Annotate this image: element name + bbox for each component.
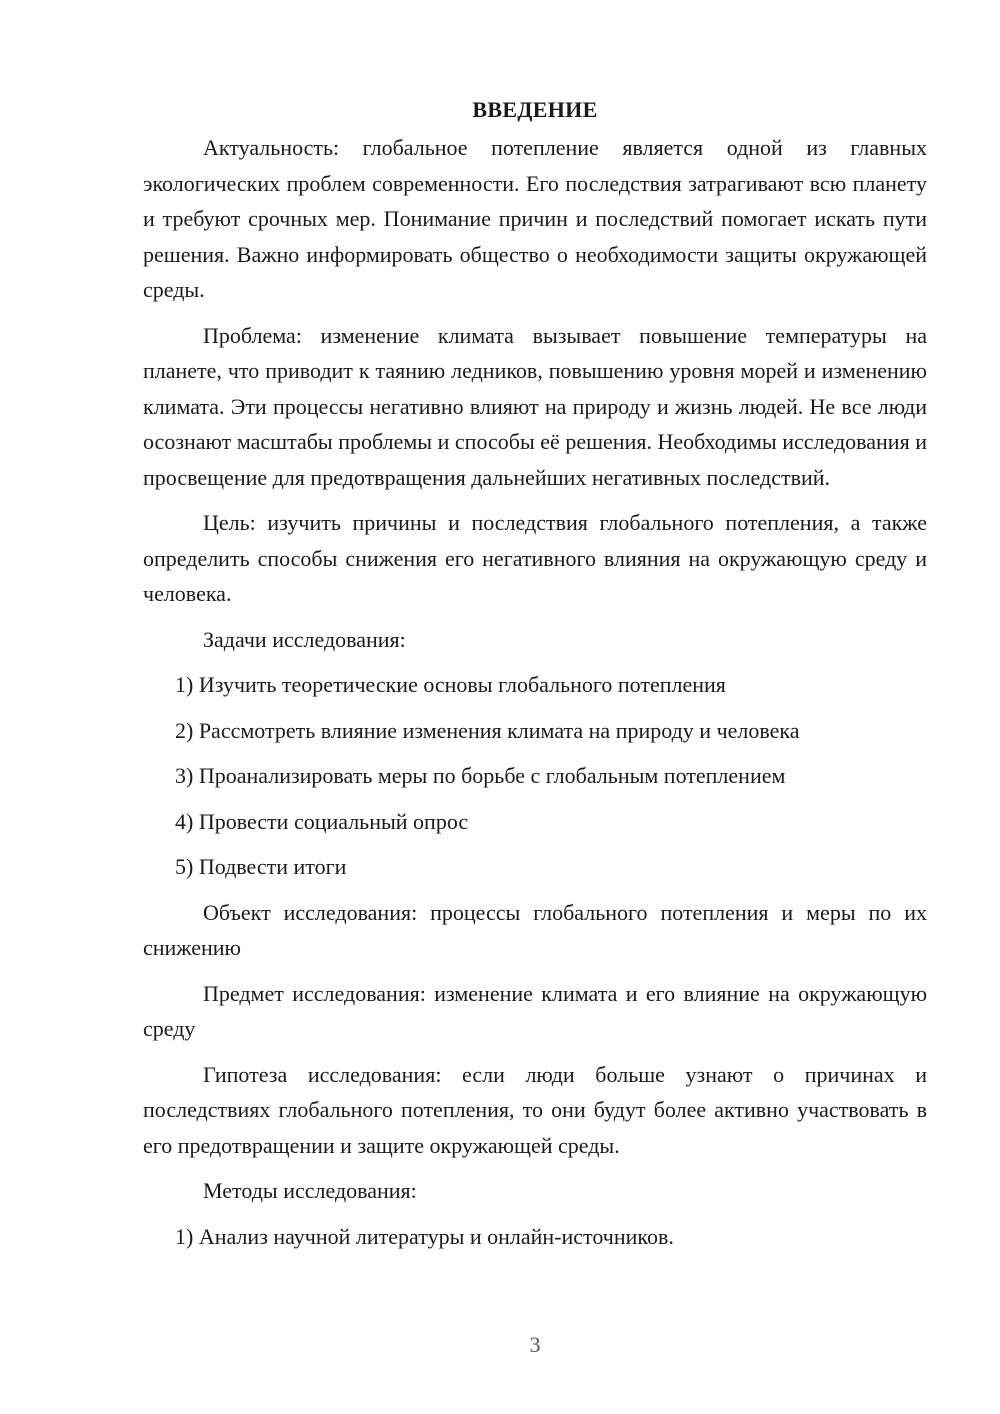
tasks-list bbox=[143, 667, 927, 885]
methods-label: Методы исследования: bbox=[203, 1178, 417, 1203]
tasks-label: Задачи исследования: bbox=[203, 626, 406, 652]
page-number: 3 bbox=[529, 1332, 541, 1357]
subject-paragraph: Предмет исследования: изменение климата и его влияние на окружающую среду bbox=[143, 980, 927, 1041]
methods-list bbox=[143, 1219, 927, 1255]
list-item: 4) Провести социальный опрос bbox=[175, 808, 469, 834]
goal-paragraph: Цель: изучить причины и последствия глобального потепления, а также определить способы снижения его негативного влияния на окружающую среду и человека. bbox=[143, 510, 927, 606]
section-heading: ВВЕДЕНИЕ bbox=[472, 97, 598, 122]
list-item: 3) Проанализировать меры по борьбе с глобальным потеплением bbox=[175, 763, 786, 788]
hypothesis-paragraph: Гипотеза исследования: если люди больше узнают о причинах и последствиях глобального потепления, то они будут более активно участвовать в его предотвращении и защите окружающей среды. bbox=[143, 1061, 927, 1158]
document-page bbox=[143, 92, 927, 1264]
list-item: 1) Изучить теоретические основы глобального потепления bbox=[175, 672, 726, 697]
list-item: 2) Рассмотреть влияние изменения климата на природу и человека bbox=[175, 717, 800, 743]
relevance-paragraph: Актуальность: глобальное потепление является одной из главных экологических проблем современности. Его последствия затрагивают всю планету и требуют срочных мер. Понимание причин и последствий помогает искать пути решения. Важно информировать общество о необходимости защиты окружающей среды. bbox=[143, 135, 927, 302]
list-item: 5) Подвести итоги bbox=[175, 854, 347, 879]
problem-paragraph: Проблема: изменение климата вызывает повышение температуры на планете, что приводит к таянию ледников, повышению уровня морей и изменению климата. Эти процессы негативно влияют на природу и жизнь людей. Не все люди осознают масштабы проблемы и способы её решения. Необходимы исследования и просвещение для предотвращения дальнейших негативных последствий. bbox=[143, 322, 927, 490]
object-paragraph: Объект исследования: процессы глобального потепления и меры по их снижению bbox=[143, 899, 927, 960]
list-item: 1) Анализ научной литературы и онлайн-источников. bbox=[175, 1223, 674, 1249]
